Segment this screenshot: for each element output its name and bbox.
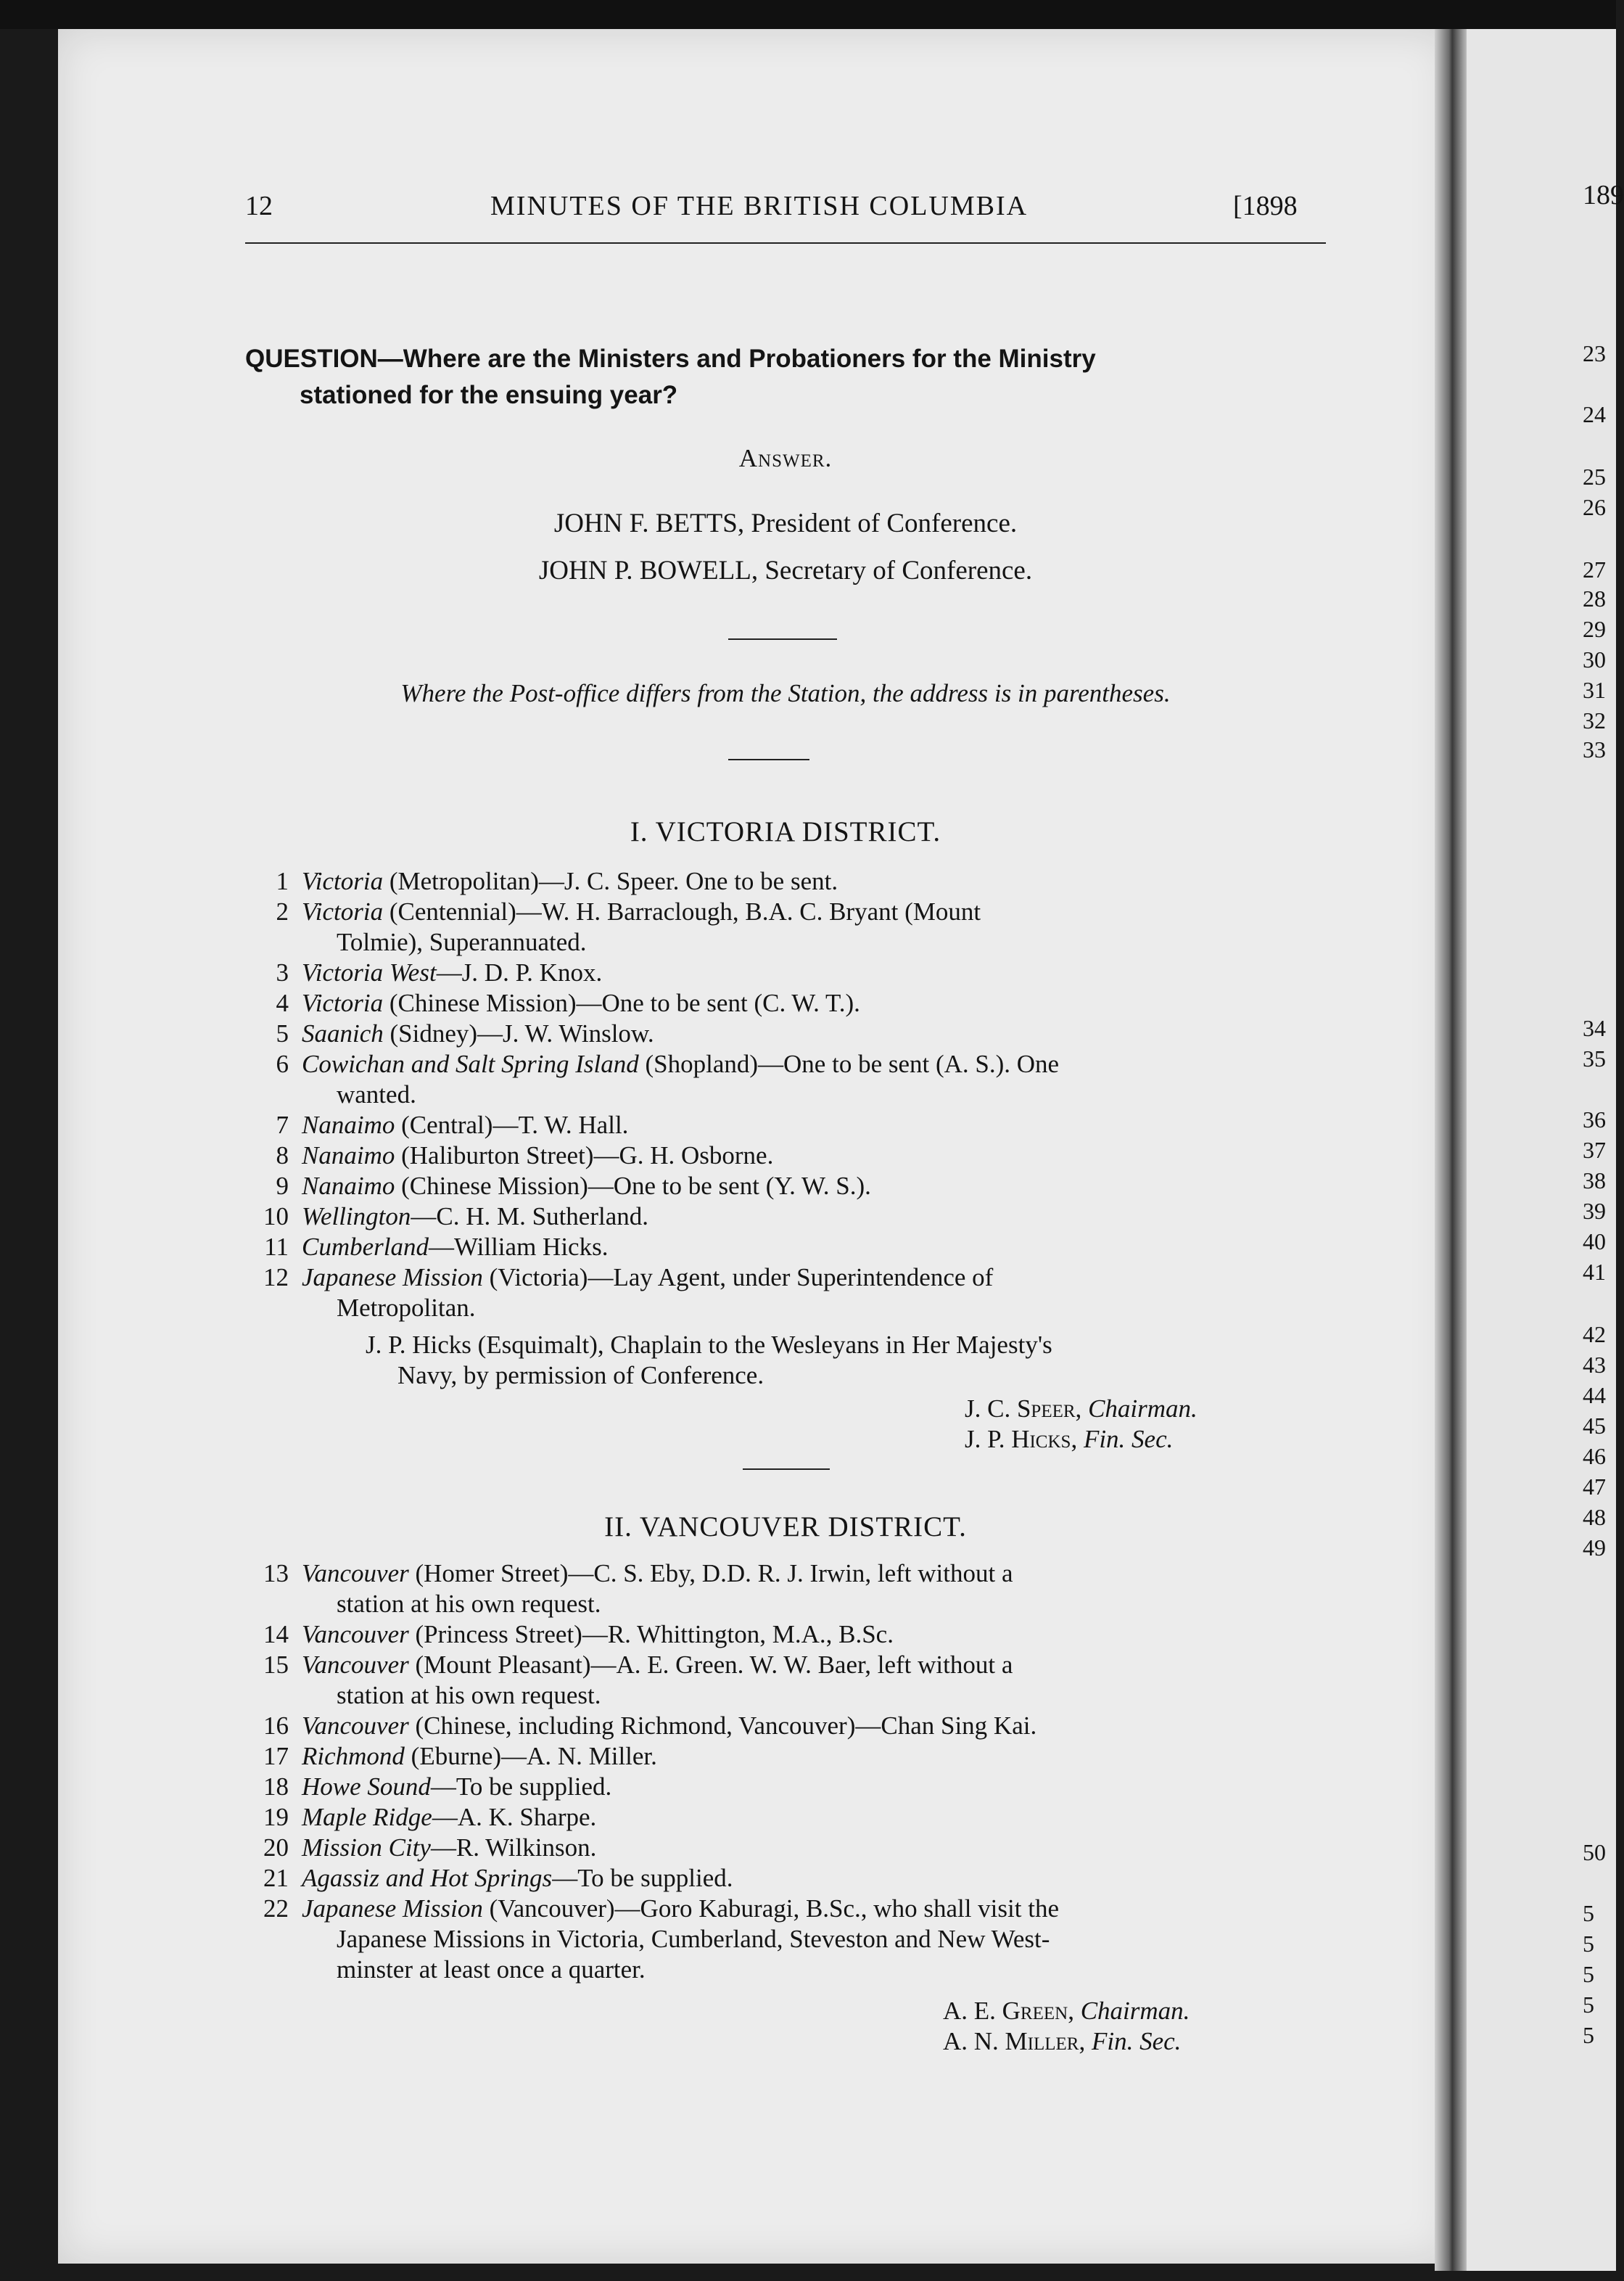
station-entry [245, 1019, 1323, 1049]
station-place: Vancouver [302, 1620, 409, 1648]
facing-page-number: 37 [1583, 1137, 1606, 1163]
station-entry [245, 1171, 1323, 1201]
station-number: 3 [276, 958, 289, 987]
station-entry [245, 1650, 1323, 1711]
facing-page-number: 25 [1583, 464, 1606, 490]
station-place: Cumberland [302, 1233, 429, 1261]
signature-text: A. E. Green, Chairman. [943, 1997, 1190, 2025]
station-place: Saanich [302, 1019, 384, 1048]
station-number: 20 [263, 1833, 289, 1862]
station-entry [245, 1802, 1323, 1833]
station-detail: (Central)—T. W. Hall. [395, 1111, 629, 1139]
station-place: Mission City [302, 1833, 431, 1862]
station-place: Nanaimo [302, 1141, 395, 1170]
station-place: Victoria [302, 867, 384, 895]
facing-page-number: 5 [1583, 1931, 1594, 1957]
facing-page-number: 40 [1583, 1228, 1606, 1254]
station-detail: —R. Wilkinson. [430, 1833, 597, 1862]
facing-page-number: 50 [1583, 1839, 1606, 1865]
header-rule [245, 242, 1326, 244]
signature-text: J. C. Speer, Chairman. [965, 1394, 1198, 1423]
station-place: Vancouver [302, 1651, 409, 1679]
answer-label: Answer. [738, 444, 833, 472]
station-entry [245, 988, 1323, 1019]
station-number: 10 [263, 1202, 289, 1230]
station-entry [245, 866, 1323, 897]
station-place: Victoria [302, 989, 384, 1017]
facing-page-number: 28 [1583, 585, 1606, 612]
station-detail: (Haliburton Street)—G. H. Osborne. [395, 1141, 774, 1170]
station-number: 9 [276, 1172, 289, 1200]
station-entry [245, 1201, 1323, 1232]
page-number: 12 [245, 191, 273, 221]
question-line-1: QUESTION—Where are the Ministers and Probationers for the Ministry [245, 345, 1096, 373]
facing-page-number: 32 [1583, 707, 1606, 733]
station-detail: (Vancouver)—Goro Kaburagi, B.Sc., who shall visit the [482, 1894, 1059, 1923]
station-detail: (Eburne)—A. N. Miller. [404, 1742, 657, 1770]
station-number: 1 [276, 867, 289, 895]
station-number: 16 [263, 1711, 289, 1740]
facing-page-number: 29 [1583, 616, 1606, 642]
facing-page-number: 39 [1583, 1198, 1606, 1224]
facing-page-number: 41 [1583, 1259, 1606, 1285]
station-entry [245, 958, 1323, 988]
station-number: 7 [276, 1111, 289, 1139]
station-entry [245, 1863, 1323, 1894]
station-entry [245, 1558, 1323, 1619]
station-detail: —J. D. P. Knox. [436, 958, 603, 987]
station-number: 12 [263, 1263, 289, 1291]
chaplain-note-line-1: J. P. Hicks (Esquimalt), Chaplain to the Wesleyans in Her Majesty's [366, 1331, 1052, 1359]
station-place: Richmond [302, 1742, 405, 1770]
facing-page-number: 45 [1583, 1413, 1606, 1439]
station-entry [245, 1711, 1323, 1741]
station-detail: —To be supplied. [552, 1864, 733, 1892]
scan-border-top [0, 0, 1616, 29]
victoria-district-heading: I. VICTORIA DISTRICT. [630, 816, 941, 847]
facing-page-number: 23 [1583, 340, 1606, 366]
facing-page [1467, 15, 1624, 2271]
station-detail-continued: Tolmie), Superannuated. [337, 928, 587, 956]
address-note: Where the Post-office differs from the Station, the address is in parentheses. [400, 679, 1171, 707]
station-detail: (Chinese Mission)—One to be sent (Y. W. S.). [395, 1172, 871, 1200]
facing-page-header: 189 [1583, 180, 1624, 210]
station-number: 8 [276, 1141, 289, 1170]
station-detail: —William Hicks. [429, 1233, 609, 1261]
station-detail: (Metropolitan)—J. C. Speer. One to be sent. [383, 867, 838, 895]
station-place: Victoria West [302, 958, 437, 987]
station-number: 11 [264, 1233, 289, 1261]
facing-page-number: 46 [1583, 1443, 1606, 1469]
victoria-fin-sec [965, 1425, 1173, 1454]
facing-page-number: 47 [1583, 1474, 1606, 1500]
station-number: 4 [276, 989, 289, 1017]
station-detail-continued: station at his own request. [337, 1590, 601, 1618]
vancouver-fin-sec [943, 2027, 1181, 2056]
district-rule [743, 1468, 830, 1470]
facing-page-number: 31 [1583, 677, 1606, 703]
facing-page-number: 5 [1583, 1961, 1594, 1987]
station-entry [245, 1741, 1323, 1772]
station-place: Vancouver [302, 1711, 409, 1740]
station-detail: —C. H. M. Sutherland. [411, 1202, 649, 1230]
facing-page-number: 43 [1583, 1352, 1606, 1378]
station-detail: (Chinese Mission)—One to be sent (C. W. T.). [383, 989, 860, 1017]
station-number: 21 [263, 1864, 289, 1892]
question-line-2: stationed for the ensuing year? [300, 381, 678, 409]
facing-page-number: 42 [1583, 1321, 1606, 1347]
running-year: [1898 [1233, 191, 1298, 221]
station-detail: (Chinese, including Richmond, Vancouver)—Chan Sing Kai. [408, 1711, 1037, 1740]
station-detail: (Victoria)—Lay Agent, under Superintendence of [482, 1263, 994, 1291]
station-number: 6 [276, 1050, 289, 1078]
station-entry [245, 1232, 1323, 1262]
facing-page-number: 48 [1583, 1504, 1606, 1530]
station-number: 5 [276, 1019, 289, 1048]
station-number: 15 [263, 1651, 289, 1679]
station-detail: (Homer Street)—C. S. Eby, D.D. R. J. Irwin, left without a [408, 1559, 1013, 1587]
victoria-chairman [965, 1394, 1198, 1423]
station-place: Cowichan and Salt Spring Island [302, 1050, 639, 1078]
station-detail: (Mount Pleasant)—A. E. Green. W. W. Baer, left without a [408, 1651, 1013, 1679]
station-place: Victoria [302, 897, 384, 926]
facing-page-number: 35 [1583, 1045, 1606, 1072]
station-place: Agassiz and Hot Springs [302, 1864, 553, 1892]
facing-page-number: 36 [1583, 1106, 1606, 1133]
station-number: 18 [263, 1772, 289, 1801]
station-entry [245, 1110, 1323, 1140]
facing-page-number: 5 [1583, 2022, 1594, 2048]
section-rule [728, 759, 809, 760]
station-number: 14 [263, 1620, 289, 1648]
facing-page-number: 34 [1583, 1015, 1606, 1041]
station-detail: (Princess Street)—R. Whittington, M.A., B.Sc. [408, 1620, 894, 1648]
station-detail-continued: minster at least once a quarter. [337, 1955, 646, 1984]
facing-page-number: 27 [1583, 556, 1606, 583]
vancouver-district-heading: II. VANCOUVER DISTRICT. [604, 1511, 967, 1542]
station-detail: —A. K. Sharpe. [432, 1803, 597, 1831]
station-detail-continued: Metropolitan. [337, 1294, 476, 1322]
station-place: Vancouver [302, 1559, 409, 1587]
station-detail: (Centennial)—W. H. Barraclough, B.A. C. Bryant (Mount [383, 897, 981, 926]
ornament-rule [728, 638, 837, 640]
station-place: Wellington [302, 1202, 411, 1230]
station-place: Nanaimo [302, 1172, 395, 1200]
station-place: Japanese Mission [302, 1263, 483, 1291]
chaplain-note-line-2: Navy, by permission of Conference. [397, 1361, 764, 1389]
facing-page-number: 24 [1583, 401, 1606, 427]
station-detail: —To be supplied. [430, 1772, 612, 1801]
station-place: Howe Sound [302, 1772, 431, 1801]
station-detail-continued: wanted. [337, 1080, 416, 1109]
station-detail-continued: Japanese Missions in Victoria, Cumberland, Steveston and New West- [337, 1925, 1050, 1953]
running-title: MINUTES OF THE BRITISH COLUMBIA [490, 191, 1029, 221]
station-detail: (Sidney)—J. W. Winslow. [383, 1019, 654, 1048]
facing-page-number: 30 [1583, 646, 1606, 673]
station-entry [245, 1049, 1323, 1110]
question-heading [245, 341, 1326, 414]
station-number: 19 [263, 1803, 289, 1831]
station-entry [245, 1894, 1323, 1985]
facing-page-number: 26 [1583, 494, 1606, 520]
facing-page-number: 5 [1583, 1992, 1594, 2018]
station-place: Japanese Mission [302, 1894, 483, 1923]
station-entry [245, 1262, 1323, 1323]
station-entry [245, 1619, 1323, 1650]
facing-page-number: 38 [1583, 1167, 1606, 1193]
station-entry [245, 1140, 1323, 1171]
signature-text: J. P. Hicks, Fin. Sec. [965, 1425, 1174, 1453]
facing-page-number: 44 [1583, 1382, 1606, 1408]
station-number: 22 [263, 1894, 289, 1923]
station-number: 13 [263, 1559, 289, 1587]
signature-text: A. N. Miller, Fin. Sec. [943, 2027, 1182, 2055]
president-line: JOHN F. BETTS, President of Conference. [553, 509, 1018, 538]
station-number: 2 [276, 897, 289, 926]
facing-page-number: 5 [1583, 1900, 1594, 1926]
station-number: 17 [263, 1742, 289, 1770]
vancouver-chairman [943, 1997, 1190, 2026]
station-entry [245, 897, 1323, 958]
station-place: Maple Ridge [302, 1803, 432, 1831]
station-entry [245, 1833, 1323, 1863]
station-entry [245, 1772, 1323, 1802]
station-place: Nanaimo [302, 1111, 395, 1139]
station-detail-continued: station at his own request. [337, 1681, 601, 1709]
secretary-line: JOHN P. BOWELL, Secretary of Conference. [538, 556, 1033, 585]
facing-page-number: 49 [1583, 1534, 1606, 1561]
facing-page-number: 33 [1583, 736, 1606, 763]
station-detail: (Shopland)—One to be sent (A. S.). One [638, 1050, 1060, 1078]
book-spine [1435, 15, 1467, 2271]
